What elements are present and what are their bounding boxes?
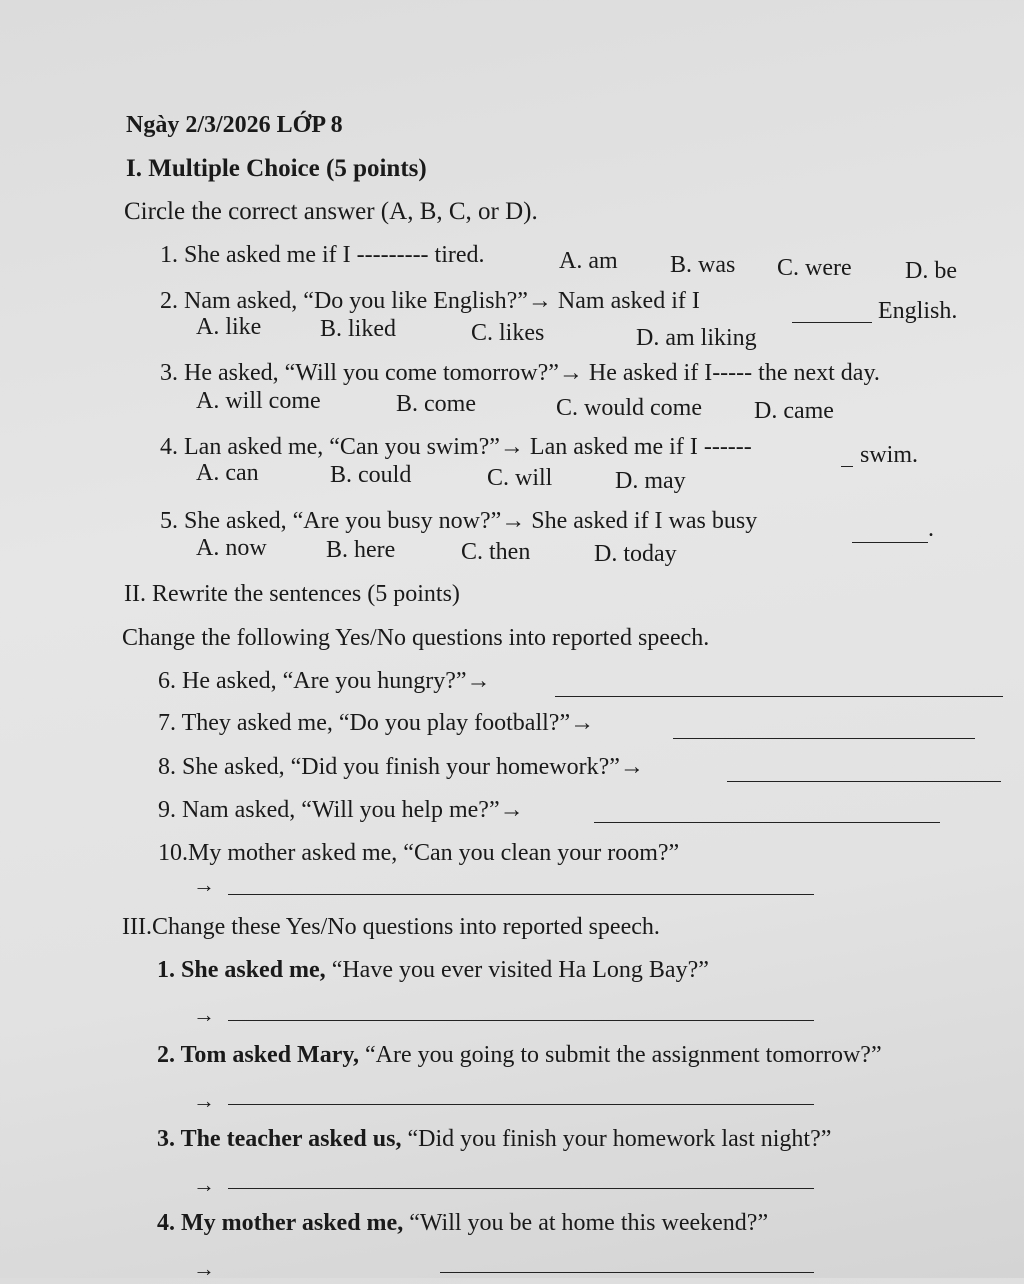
section1-title: I. Multiple Choice (5 points)	[126, 155, 427, 182]
section3-item-4-arrow: →	[193, 1256, 215, 1281]
section3-item-2-lead: 2. Tom asked Mary,	[157, 1042, 360, 1068]
rewrite-item-10: 10.My mother asked me, “Can you clean your room?”	[158, 840, 680, 866]
question-5-option-d: D. today	[594, 541, 677, 567]
section3-title: III.Change these Yes/No questions into reported speech.	[122, 914, 660, 940]
rewrite-item-7-blank	[673, 718, 975, 739]
question-5-option-b: B. here	[326, 537, 396, 563]
question-2-tail: English.	[878, 298, 958, 324]
section3-item-2-arrow: →	[193, 1088, 215, 1113]
question-5-option-c: C. then	[461, 539, 531, 565]
question-2-stem: 2. Nam asked, “Do you like English?”→ Nam asked if I	[160, 288, 700, 314]
section3-item-3-question: “Did you finish your homework last night?”	[407, 1126, 832, 1152]
question-1-stem: 1. She asked me if I --------- tired.	[160, 242, 485, 268]
question-2-option-c: C. likes	[471, 320, 545, 346]
question-1-option-d: D. be	[905, 258, 957, 284]
section3-item-1-question: “Have you ever visited Ha Long Bay?”	[331, 957, 709, 983]
question-3-option-a: A. will come	[196, 388, 321, 414]
question-3-option-d: D. came	[754, 398, 834, 424]
section3-item-1-blank	[228, 1000, 814, 1021]
section3-item-1-lead: 1. She asked me,	[157, 957, 326, 983]
section3-item-2-blank	[228, 1084, 814, 1105]
question-2-option-d: D. am liking	[636, 325, 757, 351]
question-2-option-b: B. liked	[320, 316, 396, 342]
section3-item-4-lead: 4. My mother asked me,	[157, 1210, 404, 1236]
section3-item-1-arrow: →	[193, 1002, 215, 1027]
rewrite-item-6-blank	[555, 676, 1003, 697]
rewrite-item-8-blank	[727, 761, 1001, 782]
question-4-option-b: B. could	[330, 462, 412, 488]
date-class-heading: Ngày 2/3/2026 LỚP 8	[126, 112, 343, 138]
question-3-stem: 3. He asked, “Will you come tomorrow?”→ He asked if I----- the next day.	[160, 360, 880, 386]
section1-instruction: Circle the correct answer (A, B, C, or D).	[124, 198, 538, 225]
question-5-tail: .	[928, 516, 934, 542]
question-5-blank	[852, 522, 928, 543]
rewrite-item-8: 8. She asked, “Did you finish your homework?”→	[158, 754, 644, 780]
rewrite-item-6: 6. He asked, “Are you hungry?”→	[158, 668, 491, 694]
section2-instruction: Change the following Yes/No questions into reported speech.	[122, 625, 710, 651]
question-4-tail: swim.	[860, 442, 919, 468]
section3-item-3	[157, 1124, 831, 1154]
rewrite-item-10-arrow: →	[193, 872, 215, 897]
rewrite-item-9: 9. Nam asked, “Will you help me?”→	[158, 797, 524, 823]
section3-item-3-arrow: →	[193, 1172, 215, 1197]
section3-item-4-blank	[440, 1252, 814, 1273]
section3-item-1	[157, 955, 709, 985]
section3-item-4	[157, 1208, 768, 1238]
question-4-stem: 4. Lan asked me, “Can you swim?”→ Lan asked me if I ------	[160, 434, 752, 460]
question-3-option-c: C. would come	[556, 395, 702, 421]
section3-item-3-blank	[228, 1168, 814, 1189]
question-4-option-a: A. can	[196, 460, 259, 486]
section3-item-4-question: “Will you be at home this weekend?”	[409, 1210, 769, 1236]
section3-item-2	[157, 1040, 882, 1070]
section3-item-3-lead: 3. The teacher asked us,	[157, 1126, 402, 1152]
rewrite-item-7: 7. They asked me, “Do you play football?”→	[158, 710, 595, 736]
question-5-stem: 5. She asked, “Are you busy now?”→ She asked if I was busy	[160, 508, 758, 534]
question-5-option-a: A. now	[196, 535, 267, 561]
question-2-blank	[792, 302, 872, 323]
section2-title: II. Rewrite the sentences (5 points)	[124, 581, 460, 607]
question-1-option-a: A. am	[559, 248, 618, 274]
question-4-option-d: D. may	[615, 468, 686, 494]
question-2-option-a: A. like	[196, 314, 262, 340]
question-1-option-b: B. was	[670, 252, 736, 278]
question-3-option-b: B. come	[396, 391, 476, 417]
section3-item-2-question: “Are you going to submit the assignment tomorrow?”	[365, 1042, 882, 1068]
question-4-blank	[841, 446, 853, 467]
question-4-option-c: C. will	[487, 465, 553, 491]
rewrite-item-9-blank	[594, 802, 940, 823]
question-1-option-c: C. were	[777, 255, 852, 281]
rewrite-item-10-blank	[228, 874, 814, 895]
